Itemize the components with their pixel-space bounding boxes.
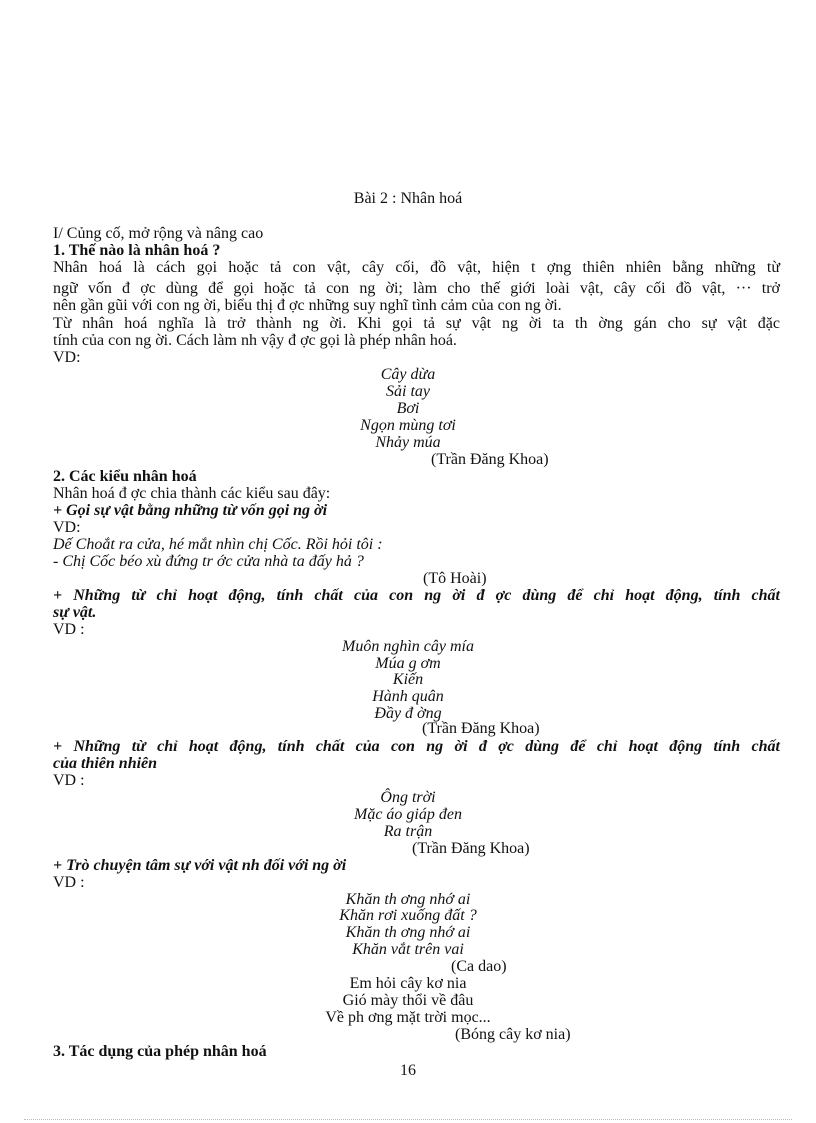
paragraph-line: nên gần gũi với con ng ời, biểu thị đ ợc những suy nghĩ tình cảm của con ng ời. (53, 297, 562, 314)
poem-line: Về ph ơng mặt trời mọc... (325, 1009, 491, 1026)
page-edge-divider (24, 1119, 792, 1120)
heading-1: 1. Thế nào là nhân hoá ? (53, 242, 221, 259)
poem-line: Muôn nghìn cây mía (342, 638, 474, 655)
poem-line: Kiến (392, 671, 424, 688)
poem-line: Khăn vắt trên vai (352, 941, 464, 958)
subheading: của thiên nhiên (53, 755, 158, 772)
poem-line: Khăn rơi xuống đất ? (339, 907, 477, 924)
poem-line: Khăn th ơng nhớ ai (345, 924, 471, 941)
page-number: 16 (400, 1062, 416, 1079)
paragraph-line: ngữ vốn đ ợc dùng để gọi hoặc tả con ng ời; làm cho thế giới loài vật, cây cối đồ vật, ··· trở (53, 280, 780, 297)
heading-2: 2. Các kiểu nhân hoá (53, 468, 197, 485)
vd-label: VD : (53, 621, 85, 638)
source-citation: (Trần Đăng Khoa) (412, 840, 530, 857)
poem-line: Mặc áo giáp đen (354, 806, 462, 823)
vd-label: VD : (53, 772, 85, 789)
example-line: Dế Choắt ra cửa, hé mắt nhìn chị Cốc. Rồi hỏi tôi : (53, 536, 383, 553)
poem-line: Ra trận (383, 823, 433, 840)
paragraph-line: Nhân hoá đ ợc chia thành các kiểu sau đây: (53, 485, 331, 502)
source-citation: (Tô Hoài) (423, 570, 487, 587)
heading-3: 3. Tác dụng của phép nhân hoá (53, 1043, 267, 1060)
source-citation: (Trần Đăng Khoa) (422, 720, 540, 737)
source-citation: (Trần Đăng Khoa) (431, 451, 549, 468)
poem-line: Cây dừa (380, 366, 436, 383)
source-citation: (Bóng cây kơ nia) (455, 1026, 571, 1043)
subheading: + Những từ chỉ hoạt động, tính chất của con ng ời đ ợc dùng để chỉ hoạt động, tính chất (53, 587, 780, 604)
subheading: + Gọi sự vật bằng những từ vốn gọi ng ời (53, 502, 328, 519)
poem-line: Ngọn mùng tơi (360, 417, 456, 434)
example-line: - Chị Cốc béo xù đứng tr ớc cửa nhà ta đấy hả ? (53, 553, 364, 570)
poem-line: Gió mày thổi về đâu (342, 992, 474, 1009)
poem-line: Nhảy múa (375, 434, 441, 451)
paragraph-line: tính của con ng ời. Cách làm nh vậy đ ợc gọi là phép nhân hoá. (53, 332, 457, 349)
poem-line: Khăn th ơng nhớ ai (345, 891, 471, 908)
section-heading: I/ Củng cố, mở rộng và nâng cao (53, 225, 264, 242)
poem-line: Sải tay (386, 383, 430, 400)
vd-label: VD : (53, 874, 85, 891)
vd-label: VD: (53, 349, 81, 366)
poem-line: Đầy đ ờng (374, 705, 442, 722)
page-title: Bài 2 : Nhân hoá (353, 190, 463, 207)
paragraph-line: Nhân hoá là cách gọi hoặc tả con vật, cây cối, đồ vật, hiện t ợng thiên nhiên bằng những từ (53, 259, 780, 276)
poem-line: Bơi (396, 400, 420, 417)
subheading: + Những từ chỉ hoạt động, tính chất của con ng ời đ ợc dùng để chỉ hoạt động tính chất (53, 738, 780, 755)
paragraph-line: Từ nhân hoá nghĩa là trở thành ng ời. Khi gọi tả sự vật ng ời ta th ờng gán cho sự vật đặc (53, 315, 780, 332)
poem-line: Múa g ơm (375, 655, 441, 672)
poem-line: Hành quân (372, 688, 444, 705)
poem-line: Em hỏi cây kơ nia (349, 975, 467, 992)
poem-line: Ông trời (380, 789, 436, 806)
subheading: + Trò chuyện tâm sự với vật nh đối với ng ời (53, 857, 347, 874)
vd-label: VD: (53, 519, 81, 536)
subheading: sự vật. (53, 604, 97, 621)
source-citation: (Ca dao) (451, 958, 507, 975)
